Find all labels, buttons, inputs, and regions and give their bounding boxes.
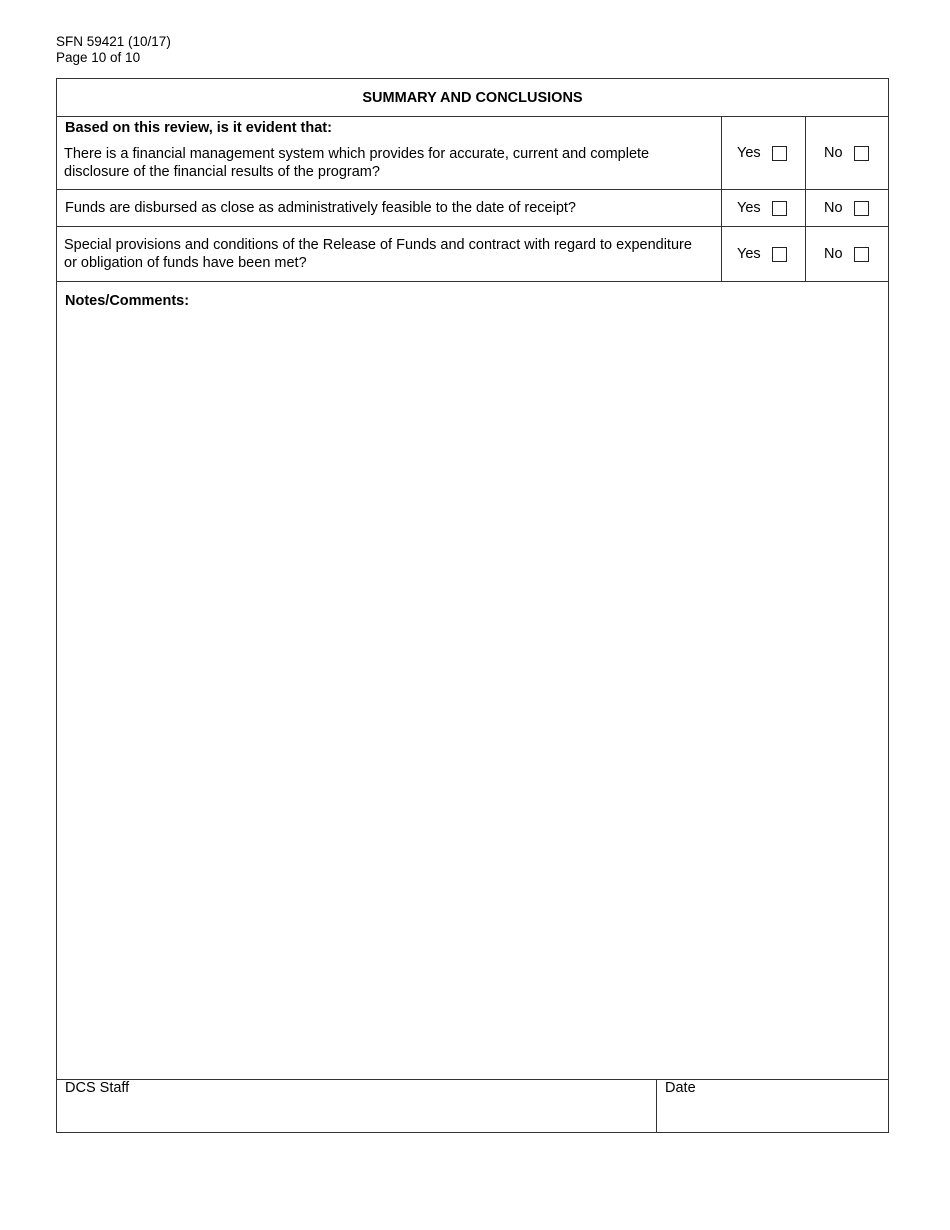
notes-label: Notes/Comments: <box>65 293 190 309</box>
dcs-staff-label: DCS Staff <box>65 1080 130 1096</box>
notes-section <box>57 282 888 1080</box>
question-cell-2 <box>57 190 722 226</box>
no-cell-2 <box>806 190 888 226</box>
yes-cell-1 <box>722 117 806 189</box>
question-text-1: There is a financial management system which provides for accurate, current and complete disclosure of the financial results of the program? <box>64 146 650 180</box>
yes-checkbox[interactable] <box>772 146 787 161</box>
yes-label: Yes <box>737 246 761 262</box>
notes-input-area[interactable] <box>65 316 880 1071</box>
lead-in-text: Based on this review, is it evident that: <box>65 120 332 136</box>
page-number: Page 10 of 10 <box>56 50 141 65</box>
yes-option-2[interactable] <box>737 200 787 216</box>
yes-cell-2 <box>722 190 806 226</box>
dcs-staff-field[interactable] <box>57 1080 657 1132</box>
date-label: Date <box>665 1080 696 1096</box>
no-checkbox[interactable] <box>854 201 869 216</box>
no-cell-1 <box>806 117 888 189</box>
question-text-3: Special provisions and conditions of the Release of Funds and contract with regard to expenditure or obligation of funds have been met? <box>64 237 692 271</box>
no-label: No <box>824 200 843 216</box>
form-header <box>56 34 171 66</box>
no-label: No <box>824 246 843 262</box>
date-field[interactable] <box>657 1080 888 1132</box>
yes-label: Yes <box>737 145 761 161</box>
no-option-3[interactable] <box>824 246 869 262</box>
yes-checkbox[interactable] <box>772 201 787 216</box>
no-checkbox[interactable] <box>854 247 869 262</box>
question-row-3 <box>57 227 888 282</box>
no-label: No <box>824 145 843 161</box>
no-cell-3 <box>806 227 888 281</box>
no-option-2[interactable] <box>824 200 869 216</box>
yes-checkbox[interactable] <box>772 247 787 262</box>
yes-cell-3 <box>722 227 806 281</box>
question-text-2: Funds are disbursed as close as administratively feasible to the date of receipt? <box>65 200 576 216</box>
no-checkbox[interactable] <box>854 146 869 161</box>
section-title: SUMMARY AND CONCLUSIONS <box>57 79 888 117</box>
form-number: SFN 59421 (10/17) <box>56 34 171 49</box>
summary-form <box>56 78 889 1133</box>
question-cell-3 <box>57 227 722 281</box>
yes-label: Yes <box>737 200 761 216</box>
signature-row <box>57 1080 888 1132</box>
yes-option-3[interactable] <box>737 246 787 262</box>
no-option-1[interactable] <box>824 145 869 161</box>
question-cell-1 <box>57 117 722 189</box>
question-row-2 <box>57 190 888 227</box>
question-row-1 <box>57 117 888 190</box>
yes-option-1[interactable] <box>737 145 787 161</box>
